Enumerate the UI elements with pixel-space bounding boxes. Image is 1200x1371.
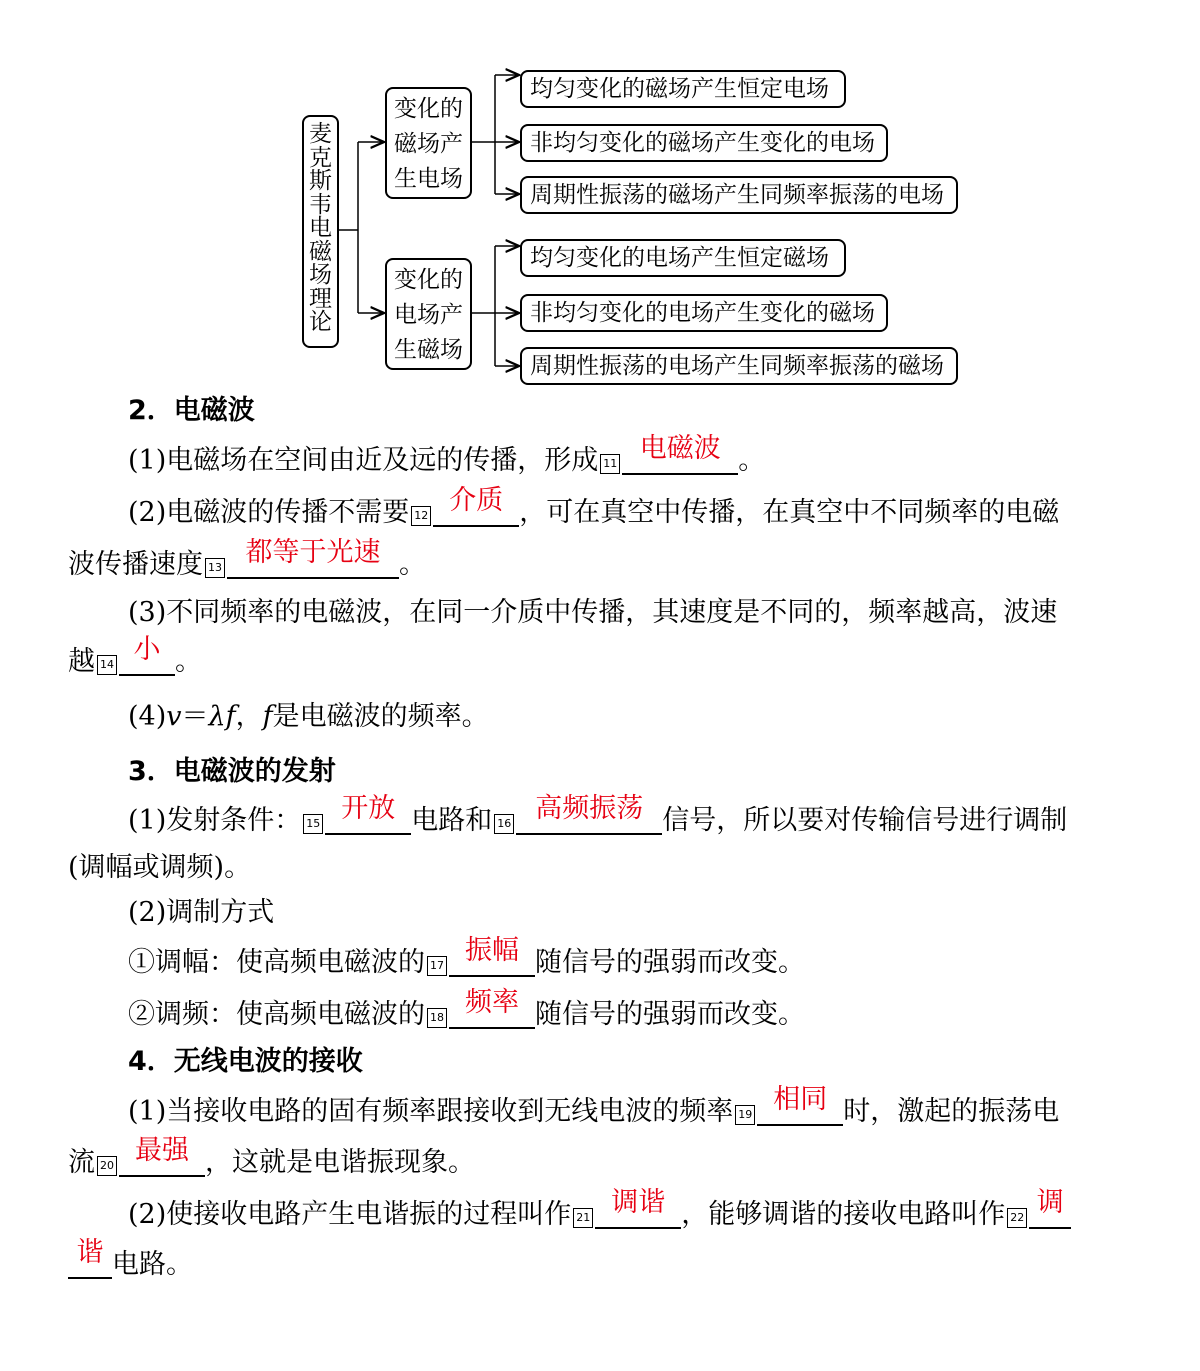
section-heading: 3．电磁波的发射	[128, 756, 336, 787]
text: (4)	[128, 701, 167, 732]
text: 。	[399, 549, 426, 580]
blank-number: 21	[573, 1208, 593, 1228]
answer-text: 相同	[773, 1084, 828, 1115]
group-label-line: 生磁场	[394, 337, 463, 363]
answer-blank	[595, 1187, 681, 1229]
root-theory-box	[302, 115, 339, 348]
section-heading: 2．电磁波	[128, 395, 255, 426]
text: (2)使接收电路产生电谐振的过程叫作	[128, 1199, 572, 1230]
answer-blank	[516, 793, 662, 835]
answer-text: 介质	[449, 485, 504, 516]
text: 时，激起的振荡电	[843, 1096, 1060, 1127]
paragraph-cont	[68, 537, 426, 585]
paragraph	[128, 433, 766, 481]
answer-blank	[1029, 1187, 1071, 1229]
paragraph	[128, 793, 1068, 841]
answer-text: 频率	[465, 987, 519, 1018]
formula-lambda-f: λf	[208, 701, 236, 732]
answer-text: 都等于光速	[245, 537, 381, 568]
text: 。	[738, 445, 766, 476]
text: (1)发射条件：	[128, 805, 302, 836]
formula-f: f	[262, 701, 273, 732]
text: ，能够调谐的接收电路叫作	[681, 1199, 1006, 1230]
text: 信号，所以要对传输信号进行调制	[662, 805, 1068, 836]
answer-text: 最强	[135, 1135, 189, 1166]
text: ②调频：使高频电磁波的	[128, 999, 425, 1030]
answer-text: 小	[133, 634, 161, 665]
answer-text: 振幅	[465, 935, 519, 966]
text: 随信号的强弱而改变。	[535, 947, 805, 978]
answer-blank	[325, 793, 411, 835]
text: 。	[175, 646, 202, 677]
text: 流	[68, 1147, 95, 1178]
group-label-line: 生电场	[394, 166, 463, 192]
paragraph	[128, 1084, 1060, 1132]
blank-number: 12	[411, 506, 431, 526]
group-label-line: 变化的	[394, 96, 463, 122]
leaf-box: 均匀变化的电场产生恒定磁场	[520, 239, 846, 277]
paragraph	[128, 485, 1060, 533]
paragraph	[128, 1187, 1071, 1235]
group-label-line: 电场产	[394, 302, 463, 328]
answer-text: 调	[1036, 1187, 1064, 1218]
concept-diagram	[0, 0, 1200, 395]
text: 随信号的强弱而改变。	[535, 999, 805, 1030]
root-theory-label: 麦克斯韦电磁场理论	[309, 121, 332, 335]
text: (1)电磁场在空间由近及远的传播，形成	[128, 445, 599, 476]
paragraph-cont: (调幅或调频)。	[68, 852, 252, 883]
answer-text: 谐	[76, 1237, 104, 1268]
paragraph	[128, 935, 805, 983]
paragraph-cont	[68, 634, 202, 682]
answer-blank	[449, 987, 535, 1029]
answer-text: 调谐	[611, 1187, 666, 1218]
blank-number: 17	[427, 956, 447, 976]
blank-number: 13	[205, 558, 225, 578]
answer-text: 电磁波	[639, 433, 721, 464]
answer-blank	[757, 1084, 843, 1126]
paragraph-cont	[68, 1135, 475, 1183]
leaf-box: 周期性振荡的磁场产生同频率振荡的电场	[520, 176, 958, 214]
blank-number: 16	[494, 814, 514, 834]
answer-blank	[433, 485, 519, 527]
text: (2)电磁波的传播不需要	[128, 497, 410, 528]
text: (1)当接收电路的固有频率跟接收到无线电波的频率	[128, 1096, 734, 1127]
leaf-box: 非均匀变化的磁场产生变化的电场	[520, 124, 888, 162]
paragraph-cont	[68, 1237, 193, 1285]
answer-text: 开放	[341, 793, 396, 824]
blank-number: 20	[97, 1156, 117, 1176]
blank-number: 22	[1007, 1208, 1027, 1228]
magnetic-to-electric-box	[385, 87, 472, 199]
answer-blank	[68, 1237, 112, 1279]
section-heading: 4．无线电波的接收	[128, 1046, 363, 1077]
text: 是电磁波的频率。	[272, 701, 489, 732]
text: 越	[68, 646, 95, 677]
leaf-box: 非均匀变化的电场产生变化的磁场	[520, 294, 888, 332]
answer-blank	[449, 935, 535, 977]
group-label-line: 磁场产	[394, 131, 463, 157]
formula-v: v	[166, 701, 182, 732]
text: ①调幅：使高频电磁波的	[128, 947, 425, 978]
leaf-box: 均匀变化的磁场产生恒定电场	[520, 70, 846, 108]
paragraph: (2)调制方式	[128, 897, 275, 928]
electric-to-magnetic-box	[385, 258, 472, 370]
text: 电路。	[112, 1249, 193, 1280]
text: 电路和	[411, 805, 493, 836]
blank-number: 14	[97, 655, 117, 675]
answer-blank	[119, 1135, 205, 1177]
formula-paragraph	[128, 697, 489, 737]
answer-blank	[622, 433, 738, 475]
group-label-line: 变化的	[394, 267, 463, 293]
answer-blank	[227, 537, 399, 579]
answer-text: 高频振荡	[535, 793, 644, 824]
text: ，这就是电谐振现象。	[205, 1147, 475, 1178]
text: ，可在真空中传播，在真空中不同频率的电磁	[519, 497, 1060, 528]
blank-number: 11	[600, 454, 620, 474]
blank-number: 18	[427, 1008, 447, 1028]
leaf-box: 周期性振荡的电场产生同频率振荡的磁场	[520, 347, 958, 385]
answer-blank	[119, 634, 175, 676]
paragraph: (3)不同频率的电磁波，在同一介质中传播，其速度是不同的，频率越高，波速	[128, 597, 1058, 628]
text: ，	[235, 701, 263, 732]
formula-eq: ＝	[181, 701, 209, 732]
text: 波传播速度	[68, 549, 203, 580]
paragraph	[128, 987, 805, 1035]
blank-number: 15	[303, 814, 323, 834]
blank-number: 19	[735, 1105, 755, 1125]
